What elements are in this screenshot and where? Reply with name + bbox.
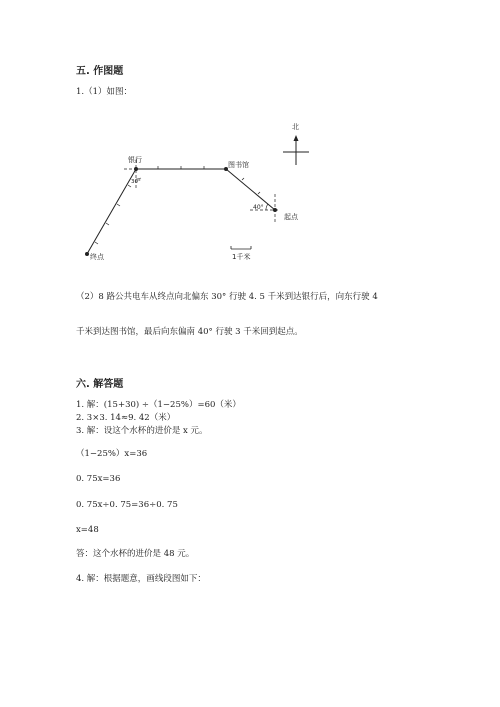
compass-icon xyxy=(283,135,309,165)
answer-line-7: x=48 xyxy=(76,525,99,535)
answer-line-6: 0. 75x÷0. 75=36÷0. 75 xyxy=(76,500,178,510)
question-1-part-2-line-1: （2）8 路公共电车从终点向北偏东 30° 行驶 4. 5 千米到达银行后，向东行驶 4 xyxy=(76,292,378,302)
end-point-marker xyxy=(85,252,89,256)
bank-angle-label: 30° xyxy=(131,179,141,185)
start-angle-label: 40° xyxy=(253,204,264,211)
route-map-figure xyxy=(70,112,320,272)
question-1-intro: 1.（1）如图： xyxy=(76,87,133,97)
route-library-to-start xyxy=(226,169,275,210)
section-title-drawing: 五. 作图题 xyxy=(76,66,124,77)
end-label: 终点 xyxy=(90,253,104,261)
start-angle-arc xyxy=(266,204,268,210)
bank-label: 银行 xyxy=(128,156,142,164)
library-label: 图书馆 xyxy=(228,161,249,169)
answer-line-3: 3. 解：设这个水杯的进价是 x 元。 xyxy=(76,426,208,436)
scale-label: 1千米 xyxy=(232,253,251,261)
answer-line-4: （1−25%）x=36 xyxy=(76,449,148,459)
answer-line-5: 0. 75x=36 xyxy=(76,474,121,484)
answer-line-1: 1. 解：(15+30) ÷（1−25%）=60（米） xyxy=(76,400,241,410)
route-end-to-bank xyxy=(87,169,136,254)
route-ticks xyxy=(95,166,260,244)
bank-marker xyxy=(134,167,138,171)
answer-line-8: 答：这个水杯的进价是 48 元。 xyxy=(76,549,195,559)
scale-bar xyxy=(231,246,251,249)
answer-line-9: 4. 解：根据题意，画线段图如下： xyxy=(76,574,206,584)
start-point-marker xyxy=(273,208,277,212)
section-title-answers: 六. 解答题 xyxy=(76,379,124,390)
question-1-part-2-line-2: 千米到达图书馆，最后向东偏南 40° 行驶 3 千米回到起点。 xyxy=(76,327,303,337)
compass-north-label: 北 xyxy=(292,123,299,131)
answer-line-2: 2. 3×3. 14≈9. 42（米） xyxy=(76,413,176,423)
start-label: 起点 xyxy=(284,213,298,221)
